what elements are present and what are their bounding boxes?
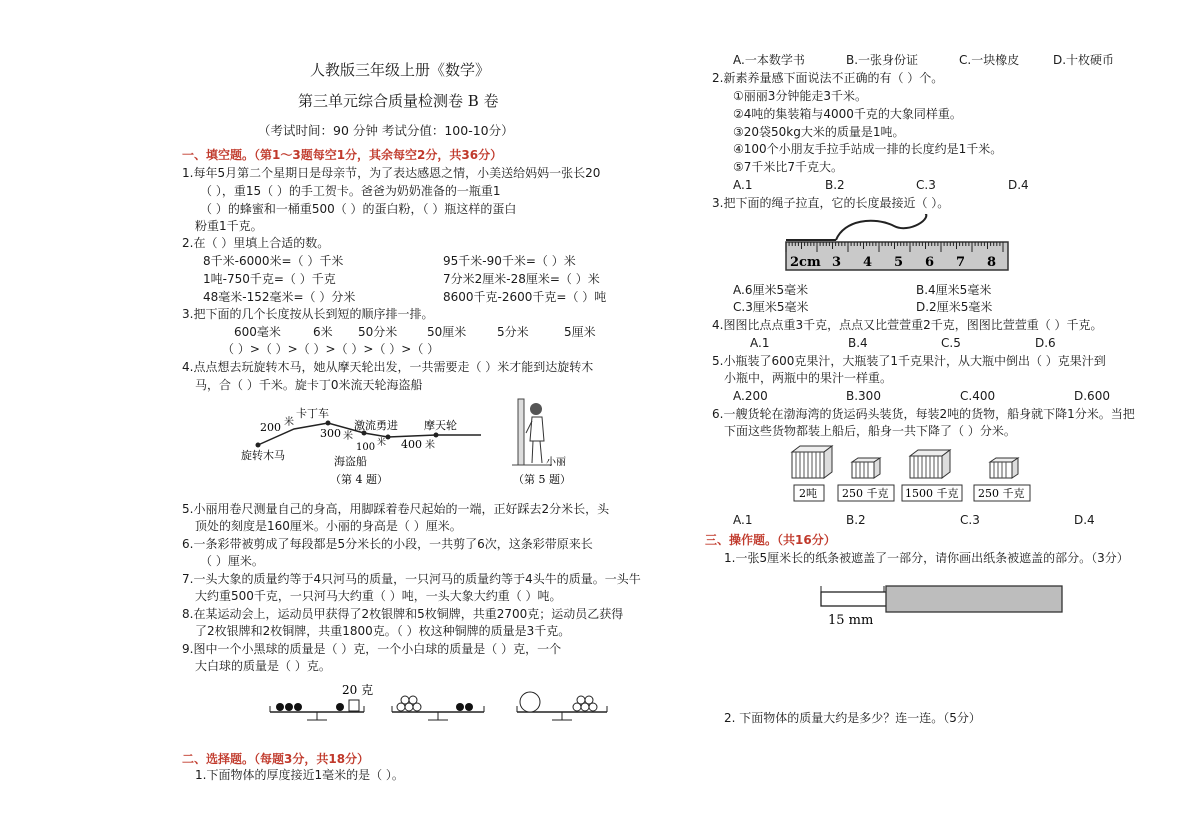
q2-r3c2: 8600千克-2600千克=（ ）吨 xyxy=(443,290,607,304)
q5-line1: 5.小丽用卷尺测量自己的身高，用脚踩着卷尺起始的一端，正好踩去2分米长，头 xyxy=(182,502,610,516)
q2-r2c1: 1吨-750千克=（ ）千克 xyxy=(203,272,336,286)
s2-q6-line2: 下面这些货物都装上船后，船身一共下降了（ ）分米。 xyxy=(724,424,1016,438)
label-mi3: 米 xyxy=(377,438,387,448)
label-mi2: 米 xyxy=(343,431,353,442)
q2-stem: 2.在（ ）里填上合适的数。 xyxy=(182,236,330,250)
s3-q2-stem: 2. 下面物体的质量大约是多少？连一连。（5分） xyxy=(724,711,981,725)
exam-info: （考试时间：90 分钟 考试分值：100-10分） xyxy=(258,123,514,138)
q3-item-1: 600毫米 xyxy=(234,325,281,339)
s2-q1-opt-b: B.一张身份证 xyxy=(846,53,919,67)
cargo-label-1: 2吨 xyxy=(799,487,817,500)
s2-q5-opt-d: D.600 xyxy=(1074,389,1110,403)
label-100: 100 xyxy=(356,442,376,453)
section1-heading: 一、填空题。（第1～3题每空1分，其余每空2分，共36分） xyxy=(182,148,503,162)
cargo-figure xyxy=(786,442,1036,504)
ruler-label-2cm: 2cm xyxy=(790,255,821,270)
label-rafting: 激流勇进 xyxy=(354,419,398,432)
s2-q4-opt-b: B.4 xyxy=(848,336,868,350)
s2-q2-s3: ③20袋50kg大米的质量是1吨。 xyxy=(733,125,905,139)
s2-q5-opt-a: A.200 xyxy=(733,389,768,403)
s2-q2-s2: ②4吨的集装箱与4000千克的大象同样重。 xyxy=(733,107,962,121)
ruler-label-5: 5 xyxy=(894,255,904,270)
s2-q3-opt-a: A.6厘米5毫米 xyxy=(733,283,809,297)
s2-q4-opt-c: C.5 xyxy=(941,336,961,350)
q2-r3c1: 48毫米-152毫米=（ ）分米 xyxy=(203,290,356,304)
q2-r2c2: 7分米2厘米-28厘米=（ ）米 xyxy=(443,272,600,286)
weight-label: 20 克 xyxy=(342,683,374,697)
s2-q6-opt-b: B.2 xyxy=(846,513,866,527)
ruler-figure xyxy=(784,214,1014,278)
q9-line1: 9.图中一个小黑球的质量是（ ）克，一个小白球的质量是（ ）克，一个 xyxy=(182,642,562,656)
paper-strip xyxy=(821,592,891,606)
s2-q2-opt-c: C.3 xyxy=(916,178,936,192)
ruler-label-6: 6 xyxy=(925,255,935,270)
label-kart: 卡丁车 xyxy=(296,407,329,420)
s2-q2-s1: ①丽丽3分钟能走3千米。 xyxy=(733,89,868,103)
s2-q4-opt-d: D.6 xyxy=(1035,336,1056,350)
s2-q1-opt-a: A.一本数学书 xyxy=(733,53,805,67)
label-xiaoli: 小丽 xyxy=(546,457,566,468)
s2-q6-opt-d: D.4 xyxy=(1074,513,1095,527)
s2-q2-opt-a: A.1 xyxy=(733,178,753,192)
s2-q2-opt-d: D.4 xyxy=(1008,178,1029,192)
q3-blanks: （ ）>（ ）>（ ）>（ ）>（ ）>（ ） xyxy=(222,342,440,356)
label-400: 400 xyxy=(401,438,422,451)
q7-line1: 7.一头大象的质量约等于4只河马的质量，一只河马的质量约等于4头牛的质量。一头牛 xyxy=(182,572,641,586)
s2-q1-opt-c: C.一块橡皮 xyxy=(959,53,1020,67)
ruler-label-7: 7 xyxy=(956,255,966,270)
balance-2 xyxy=(392,696,484,720)
q3-item-2: 6米 xyxy=(313,325,333,339)
q1-line2: （ ），重15（ ）的手工贺卡。爸爸为奶奶准备的一瓶重1 xyxy=(200,184,501,198)
s2-q4-stem: 4.图图比点点重3千克，点点又比萱萱重2千克，图图比萱萱重（ ）千克。 xyxy=(712,318,1103,332)
s2-q5-line1: 5.小瓶装了600克果汁，大瓶装了1千克果汁，从大瓶中倒出（ ）克果汁到 xyxy=(712,354,1106,368)
s2-q5-opt-c: C.400 xyxy=(960,389,996,403)
s2-q3-opt-b: B.4厘米5毫米 xyxy=(916,283,992,297)
s3-q1-stem: 1.一张5厘米长的纸条被遮盖了一部分，请你画出纸条被遮盖的部分。（3分） xyxy=(724,551,1129,565)
q5-line2: 顶处的刻度是160厘米。小丽的身高是（ ）厘米。 xyxy=(195,519,462,533)
q3-item-4: 50厘米 xyxy=(427,325,467,339)
q2-r1c1: 8千米-6000米=（ ）千米 xyxy=(203,254,344,268)
s2-q1-opt-d: D.十枚硬币 xyxy=(1053,53,1115,67)
s2-q6-opt-c: C.3 xyxy=(960,513,980,527)
cargo-label-4: 250 千克 xyxy=(978,487,1025,500)
ruler-label-3: 3 xyxy=(832,255,842,270)
q4-line1: 4.点点想去玩旋转木马，她从摩天轮出发，一共需要走（ ）米才能到达旋转木 xyxy=(182,360,594,374)
s2-q2-opt-b: B.2 xyxy=(825,178,845,192)
balance-1 xyxy=(270,700,364,720)
balance-3 xyxy=(517,692,607,720)
figure-4-5 xyxy=(236,393,576,493)
rope xyxy=(836,214,926,240)
cargo-box-small-1 xyxy=(852,458,880,478)
label-pirate: 海盗船 xyxy=(334,455,367,468)
cargo-label-2: 250 千克 xyxy=(842,487,889,500)
ruler-label-8: 8 xyxy=(987,255,997,270)
balance-figures xyxy=(262,678,622,730)
q2-r1c2: 95千米-90千米=（ ）米 xyxy=(443,254,576,268)
q8-line2: 了2枚银牌和2枚铜牌，共重1800克。（ ）枚这种铜牌的质量是3千克。 xyxy=(195,624,571,638)
s2-q3-opt-d: D.2厘米5毫米 xyxy=(916,300,993,314)
cargo-container-medium xyxy=(910,450,950,478)
cargo-label-3: 1500 千克 xyxy=(905,487,959,500)
s2-q6-line1: 6.一艘货轮在渤海湾的货运码头装货，每装2吨的货物，船身就下降1分米。当把 xyxy=(712,407,1135,421)
section3-heading: 三、操作题。（共16分） xyxy=(705,533,836,547)
s2-q5-line2: 小瓶中，两瓶中的果汁一样重。 xyxy=(724,371,893,385)
q7-line2: 大约重500千克，一只河马大约重（ ）吨，一头大象大约重（ ）吨。 xyxy=(195,589,562,603)
strip-label: 15 mm xyxy=(828,613,874,628)
q3-item-6: 5厘米 xyxy=(564,325,596,339)
s2-q6-opt-a: A.1 xyxy=(733,513,753,527)
route-map xyxy=(241,406,481,486)
q3-item-3: 50分米 xyxy=(358,325,398,339)
s2-q2-s4: ④100个小朋友手拉手站成一排的长度约是1千米。 xyxy=(733,142,1003,156)
ruler-label-4: 4 xyxy=(863,255,873,270)
q6-line2: （ ）厘米。 xyxy=(200,554,264,568)
q1-line1: 1.每年5月第二个星期日是母亲节，为了表达感恩之情，小美送给妈妈一张长20 xyxy=(182,166,601,180)
cover-block xyxy=(886,586,1062,612)
q8-line1: 8.在某运动会上，运动员甲获得了2枚银牌和5枚铜牌，共重2700克；运动员乙获得 xyxy=(182,607,624,621)
s2-q3-stem: 3.把下面的绳子拉直，它的长度最接近（ ）。 xyxy=(712,196,950,210)
s2-q2-stem: 2.新素养量感下面说法不正确的有（ ）个。 xyxy=(712,71,944,85)
s2-q3-opt-c: C.3厘米5毫米 xyxy=(733,300,809,314)
fig5-caption: （第 5 题） xyxy=(513,473,571,486)
s2-q4-opt-a: A.1 xyxy=(750,336,770,350)
label-ferris: 摩天轮 xyxy=(424,419,457,432)
s2-q1-stem: 1.下面物体的厚度接近1毫米的是（ ）。 xyxy=(195,768,404,782)
q4-line2: 马，合（ ）千米。旋卡丁0米流天轮海盗船 xyxy=(195,378,423,392)
q3-stem: 3.把下面的几个长度按从长到短的顺序排一排。 xyxy=(182,307,434,321)
label-mi1: 米 xyxy=(284,417,294,428)
s2-q2-s5: ⑤7千米比7千克大。 xyxy=(733,160,844,174)
q6-line1: 6.一条彩带被剪成了每段都是5分米长的小段，一共剪了6次，这条彩带原来长 xyxy=(182,537,593,551)
cargo-box-small-2 xyxy=(990,458,1018,478)
label-carousel: 旋转木马 xyxy=(241,449,285,462)
q9-line2: 大白球的质量是（ ）克。 xyxy=(195,659,331,673)
label-200: 200 xyxy=(260,421,281,434)
q1-line4: 粉重1千克。 xyxy=(195,219,263,233)
cargo-container-large xyxy=(792,446,832,478)
exam-title: 人教版三年级上册《数学》 xyxy=(310,61,491,79)
q3-item-5: 5分米 xyxy=(497,325,529,339)
section2-heading: 二、选择题。（每题3分，共18分） xyxy=(182,752,370,766)
girl-measuring xyxy=(512,399,571,486)
q1-line3: （ ）的蜂蜜和一桶重500（ ）的蛋白粉，（ ）瓶这样的蛋白 xyxy=(200,202,517,216)
label-mi4: 米 xyxy=(425,440,435,451)
label-300: 300 xyxy=(320,427,341,440)
fig4-caption: （第 4 题） xyxy=(330,473,388,486)
exam-subtitle: 第三单元综合质量检测卷 B 卷 xyxy=(298,92,499,110)
paper-strip-figure xyxy=(818,582,1068,630)
s2-q5-opt-b: B.300 xyxy=(846,389,881,403)
